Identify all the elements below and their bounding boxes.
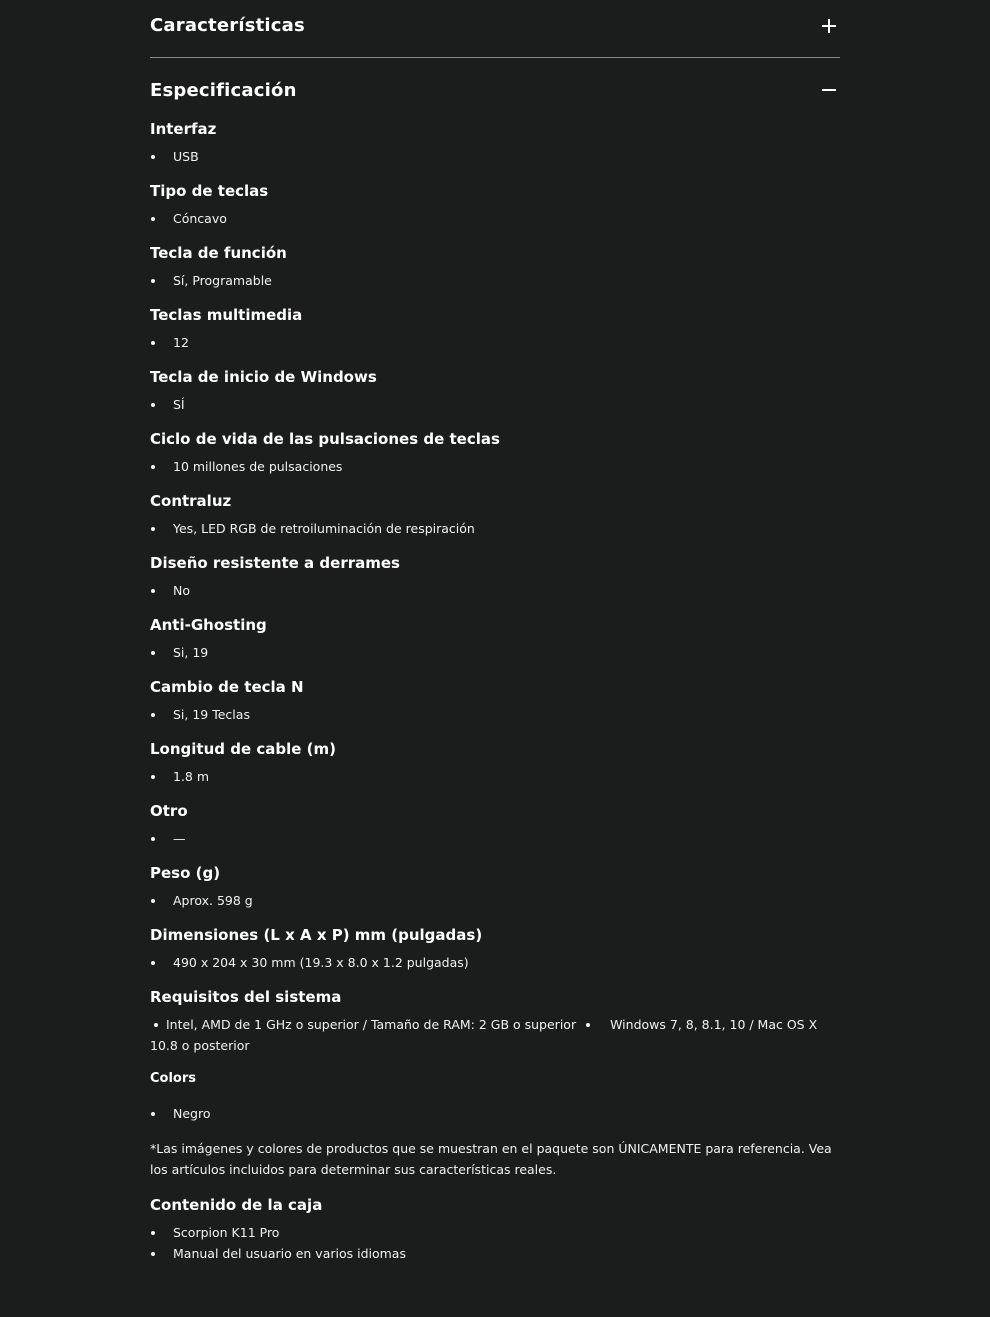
spec-value: Si, 19 Teclas — [150, 704, 840, 725]
spec-values — [150, 642, 840, 663]
spec-values — [150, 270, 840, 291]
spec-values — [150, 456, 840, 477]
spec-label: Requisitos del sistema — [150, 988, 342, 1006]
system-requirements-text — [150, 1014, 830, 1056]
spec-label: Interfaz — [150, 120, 217, 138]
bullet-icon — [154, 1023, 158, 1027]
spec-item — [150, 800, 840, 849]
spec-value: 12 — [150, 332, 840, 353]
spec-label: Tecla de función — [150, 244, 287, 262]
specification-title: Especificación — [150, 79, 297, 101]
spec-item-system-requirements — [150, 986, 840, 1056]
spec-item — [150, 676, 840, 725]
features-accordion-header[interactable] — [150, 0, 840, 52]
spec-value: SÍ — [150, 394, 840, 415]
spec-value: USB — [150, 146, 840, 167]
spec-value: 10 millones de pulsaciones — [150, 456, 840, 477]
spec-list — [150, 118, 840, 973]
spec-item — [150, 180, 840, 229]
box-contents-values — [150, 1222, 840, 1264]
spec-item — [150, 428, 840, 477]
spec-label: Tipo de teclas — [150, 182, 269, 200]
product-details — [150, 0, 840, 1264]
minus-icon[interactable] — [821, 82, 837, 98]
disclaimer-note: *Las imágenes y colores de productos que se muestran en el paquete son ÚNICAMENTE para referencia. Vea los artículos incluidos para determinar sus características reales. — [150, 1141, 832, 1177]
spec-label: Otro — [150, 802, 188, 820]
box-content-item: Manual del usuario en varios idiomas — [150, 1243, 840, 1264]
spec-values — [150, 394, 840, 415]
spec-values — [150, 828, 840, 849]
spec-item — [150, 490, 840, 539]
spec-item — [150, 118, 840, 167]
spec-value: 1.8 m — [150, 766, 840, 787]
system-requirement-os: Windows 7, 8, 8.1, 10 / Mac OS X 10.8 o posterior — [150, 1017, 818, 1053]
system-requirement-cpu-ram: Intel, AMD de 1 GHz o superior / Tamaño de RAM: 2 GB o superior — [166, 1017, 577, 1032]
specification-accordion-header[interactable] — [150, 78, 840, 102]
spec-label: Contraluz — [150, 492, 232, 510]
spec-label: Diseño resistente a derrames — [150, 554, 400, 572]
colors-values — [150, 1103, 840, 1124]
spec-value: Cóncavo — [150, 208, 840, 229]
spec-values — [150, 704, 840, 725]
spec-value: Aprox. 598 g — [150, 890, 840, 911]
spec-item-box-contents — [150, 1194, 840, 1264]
spec-values — [150, 580, 840, 601]
spec-item — [150, 614, 840, 663]
spec-values — [150, 208, 840, 229]
spec-item — [150, 862, 840, 911]
spec-item — [150, 366, 840, 415]
spec-value: 490 x 204 x 30 mm (19.3 x 8.0 x 1.2 pulgadas) — [150, 952, 840, 973]
colors-label: Colors — [150, 1071, 197, 1086]
color-value: Negro — [150, 1103, 840, 1124]
spec-item — [150, 738, 840, 787]
spec-label: Cambio de tecla N — [150, 678, 304, 696]
spec-label: Ciclo de vida de las pulsaciones de teclas — [150, 430, 500, 448]
spec-values — [150, 890, 840, 911]
spec-item — [150, 242, 840, 291]
spec-label: Anti-Ghosting — [150, 616, 267, 634]
spec-values — [150, 332, 840, 353]
spec-values — [150, 518, 840, 539]
spec-label: Dimensiones (L x A x P) mm (pulgadas) — [150, 926, 483, 944]
spec-label: Teclas multimedia — [150, 306, 303, 324]
spec-value: Yes, LED RGB de retroiluminación de respiración — [150, 518, 840, 539]
features-title: Características — [150, 14, 305, 36]
spec-values — [150, 766, 840, 787]
spec-label: Peso (g) — [150, 864, 221, 882]
spec-value: No — [150, 580, 840, 601]
accordion-divider — [150, 57, 840, 58]
box-content-item: Scorpion K11 Pro — [150, 1222, 840, 1243]
spec-label: Longitud de cable (m) — [150, 740, 336, 758]
spec-value: — — [150, 828, 840, 849]
spec-label: Contenido de la caja — [150, 1196, 323, 1214]
spec-label: Tecla de inicio de Windows — [150, 368, 377, 386]
spec-value: Si, 19 — [150, 642, 840, 663]
spec-item — [150, 304, 840, 353]
spec-values — [150, 146, 840, 167]
spec-values — [150, 952, 840, 973]
spec-item — [150, 924, 840, 973]
spec-value: Sí, Programable — [150, 270, 840, 291]
spec-item — [150, 552, 840, 601]
plus-icon[interactable] — [821, 18, 837, 34]
bullet-icon — [586, 1023, 590, 1027]
